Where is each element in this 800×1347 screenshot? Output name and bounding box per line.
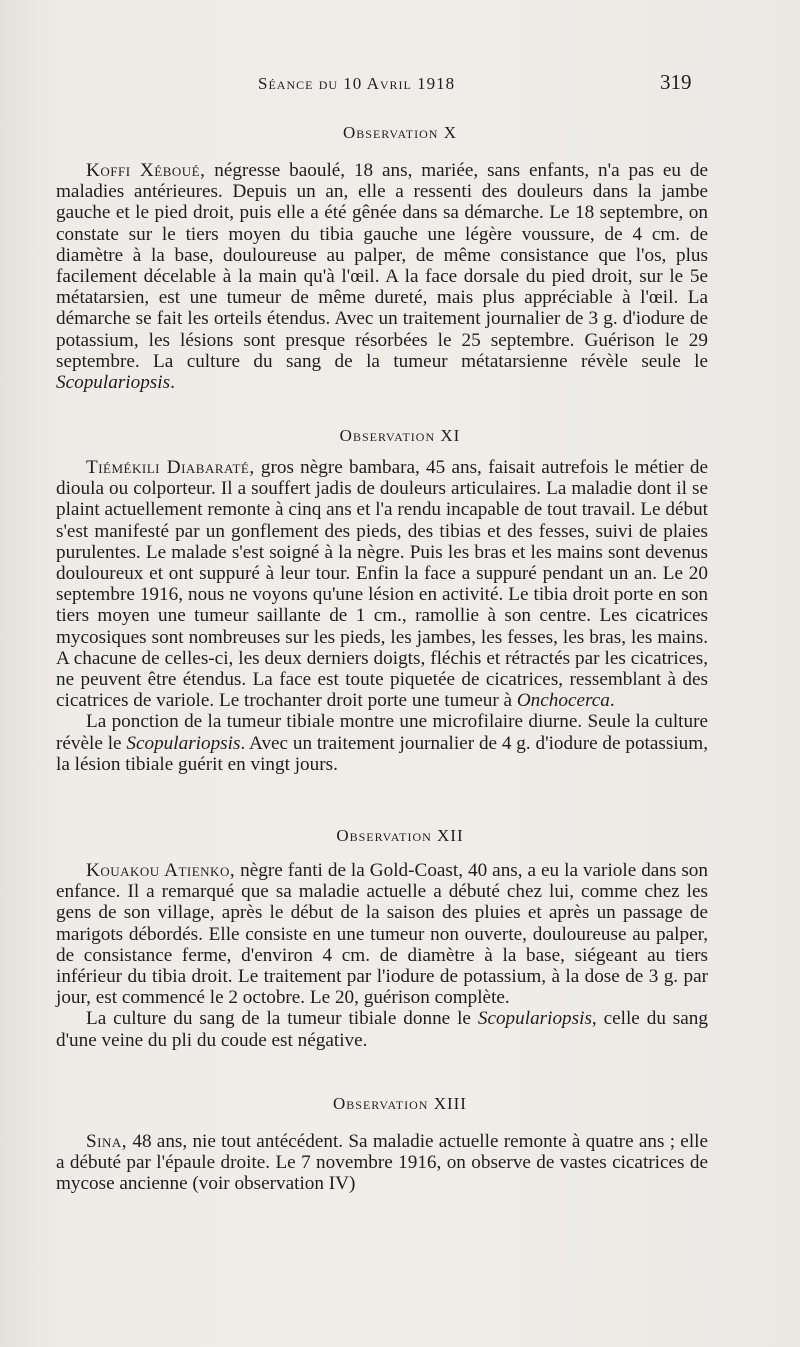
organism-name: Scopulariopsis	[56, 372, 171, 394]
observation-x-title: Observation X	[343, 123, 457, 142]
paragraph	[56, 1008, 708, 1050]
observation-xii-body	[56, 860, 708, 1051]
paragraph-text: négresse baoulé, 18 ans, mariée, sans enfants, n'a pas eu de maladies antérieures. Depuis un an, elle a ressenti des douleurs dans la jambe gauche et le pied droit, puis elle a été gênée dans sa démarche. Le 18 septembre, on constate sur le tiers moyen du tibia gauche une légère voussure, de 4 cm. de diamètre à la base, douloureuse au palper, de même consistance que l'os, plus facilement décelable à la main qu'à l'œil. A la face dorsale du pied droit, sur le 5e métatarsien, est une tumeur de même dureté, mais plus appréciable à l'œil. La démarche se fait les orteils étendus. Avec un traitement journalier de 3 g. d'iodure de potassium, les lésions sont presque résorbées le 25 septembre. Guérison le 29 septembre. La culture du sang de la tumeur métatarsienne révèle seule le	[56, 160, 708, 372]
observation-xii-title: Observation XII	[336, 826, 464, 845]
page-number: 319	[660, 70, 692, 94]
patient-name: Kouakou Atienko,	[86, 860, 236, 881]
observation-xi-body	[56, 457, 708, 775]
paragraph-text: 48 ans, nie tout antécédent. Sa maladie actuelle remonte à quatre ans ; elle a débuté par l'épaule droite. Le 7 novembre 1916, on observe de vastes cicatrices de mycose ancienne (voir observation IV)	[56, 1131, 708, 1195]
paragraph-text: gros nègre bambara, 45 ans, faisait autrefois le métier de dioula ou colporteur. Il a souffert jadis de douleurs articulaires. La maladie dont il se plaint actuellement remonte à cinq ans et l'a rendu incapable de tout travail. Le début s'est manifesté par un gonflement des pieds, des tibias et des fesses, suivi de plaies purulentes. Le malade s'est soigné à la nègre. Puis les bras et les mains sont devenus douloureux et ont suppuré à leur tour. Enfin la face a suppuré pendant un an. Le 20 septembre 1916, nous ne voyons qu'une lésion en activité. Le tibia droit porte en son tiers moyen une tumeur saillante de 1 cm., ramollie à son centre. Les cicatrices mycosiques sont nombreuses sur les pieds, les jambes, les fesses, les bras, les mains. A chacune de celles-ci, les deux derniers doigts, fléchis et rétractés par les cicatrices, ne peuvent être étendus. La face est toute piquetée de cicatrices, ressemblant à des cicatrices de variole. Le trochanter droit porte une tumeur à	[56, 457, 708, 712]
paragraph	[56, 160, 708, 393]
patient-name: Tiémékili Diabaraté,	[86, 457, 255, 478]
paragraph-text: La culture du sang de la tumeur tibiale donne le	[86, 1008, 478, 1030]
organism-name: Scopulariopsis	[126, 732, 241, 754]
patient-name: Koffi Xéboué,	[86, 160, 206, 181]
observation-xiii-title: Observation XIII	[333, 1094, 467, 1113]
paragraph-tail: .	[170, 372, 175, 394]
paragraph	[56, 711, 708, 775]
running-title: Séance du 10 Avril 1918	[258, 74, 456, 93]
paragraph-tail: . Avec un traitement journalier de 4 g. d'iodure de potassium, la lésion tibiale guérit en vingt jours.	[56, 732, 708, 775]
paragraph-tail: , celle du sang d'une veine du pli du coude est négative.	[56, 1008, 708, 1051]
observation-xiii-body	[56, 1131, 708, 1195]
patient-name: Sina,	[86, 1131, 128, 1152]
organism-name: Onchocerca	[516, 690, 610, 712]
paragraph-text: La ponction de la tumeur tibiale montre une microfilaire diurne. Seule la culture révèle le	[56, 711, 708, 754]
organism-name: Scopulariopsis	[477, 1008, 592, 1030]
paragraph	[56, 860, 708, 1008]
paragraph	[56, 1131, 708, 1195]
observation-xi-title: Observation XI	[339, 426, 461, 445]
observation-x-body	[56, 160, 708, 393]
page-header	[0, 70, 800, 104]
paragraph-tail: .	[609, 690, 615, 712]
paragraph-text: nègre fanti de la Gold-Coast, 40 ans, a eu la variole dans son enfance. Il a remarqué que sa maladie actuelle a débuté chez lui, comme chez les gens de son village, après le début de la saison des pluies et après un passage de marigots débordés. Elle consiste en une tumeur non ouverte, douloureuse au palper, de consistance ferme, d'environ 4 cm. de diamètre à la base, siégeant au tiers inférieur du tibia droit. Le traitement par l'iodure de potassium, à la dose de 3 g. par jour, est commencé le 2 octobre. Le 20, guérison complète.	[56, 860, 708, 1009]
paragraph	[56, 457, 708, 711]
